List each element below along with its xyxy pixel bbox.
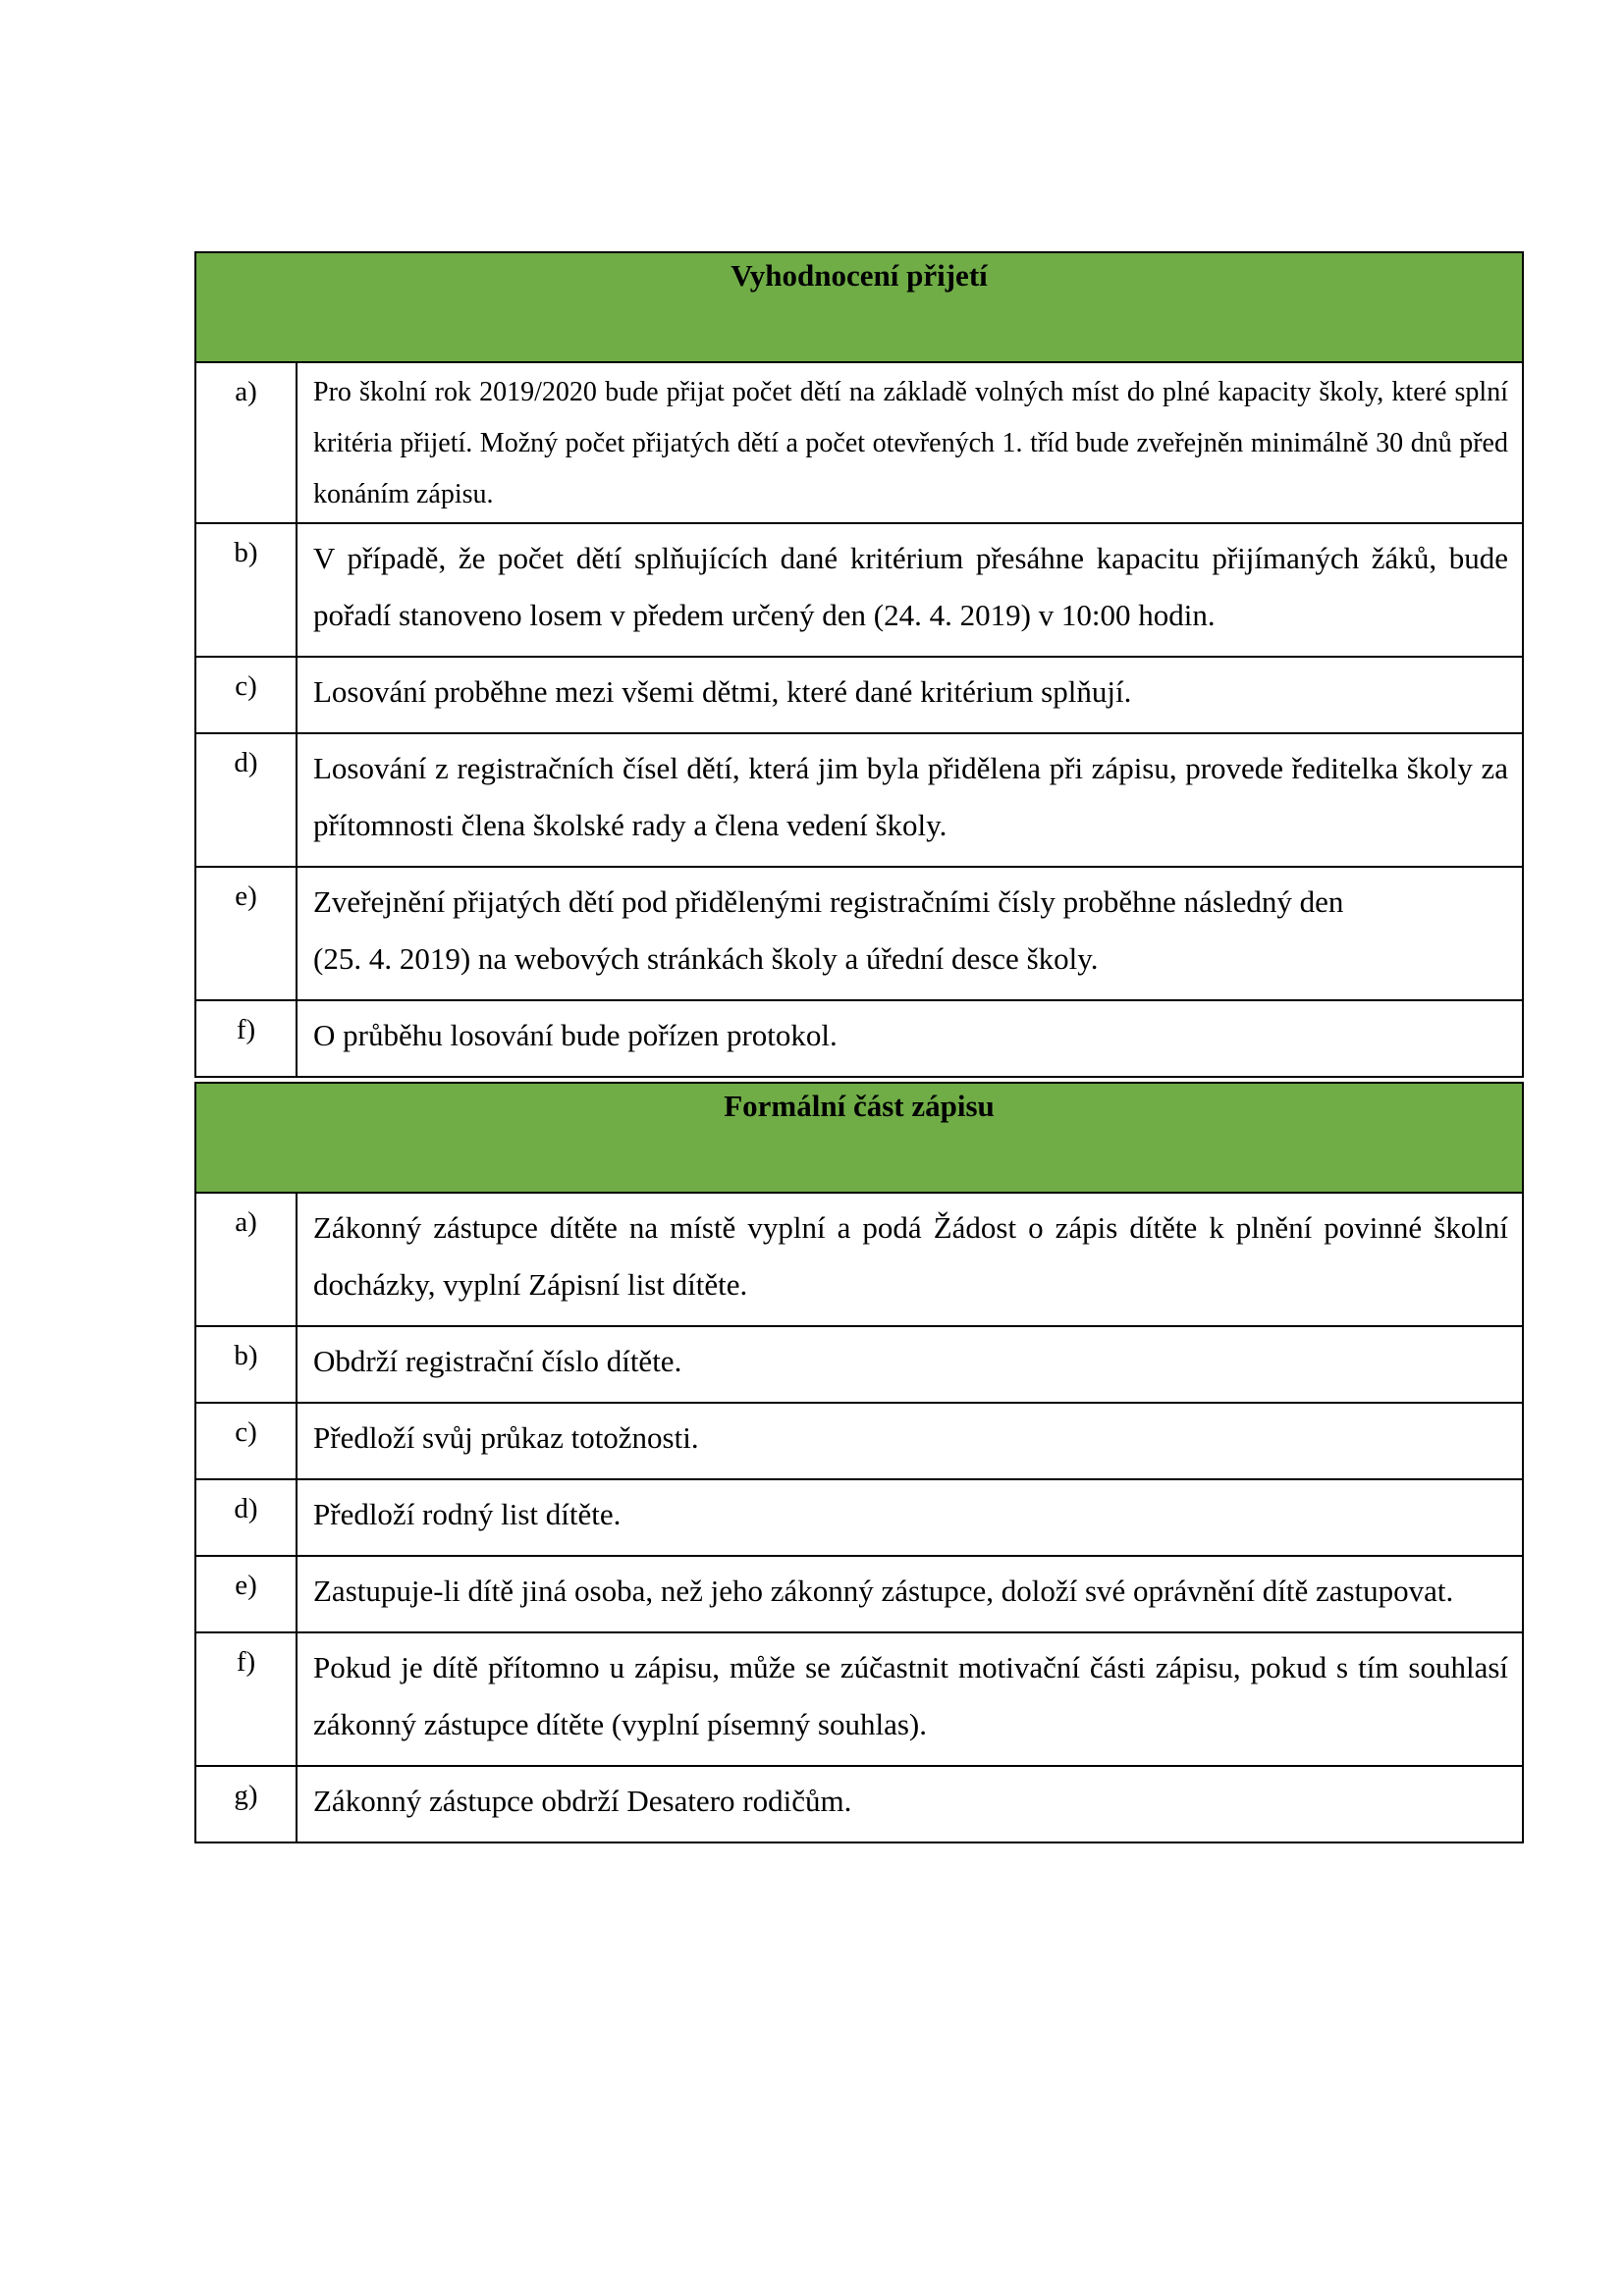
admission-evaluation-table bbox=[194, 251, 1524, 1078]
table-row bbox=[195, 1632, 1523, 1766]
row-letter: b) bbox=[195, 1326, 297, 1403]
table-row bbox=[195, 362, 1523, 523]
row-text: Obdrží registrační číslo dítěte. bbox=[297, 1326, 1523, 1403]
row-text-line: Zveřejnění přijatých dětí pod přidělenými registračními čísly proběhne následný den bbox=[313, 884, 1344, 919]
row-text: Předloží rodný list dítěte. bbox=[297, 1479, 1523, 1556]
row-text: Zastupuje-li dítě jiná osoba, než jeho zákonný zástupce, doloží své oprávnění dítě zastupovat. bbox=[297, 1556, 1523, 1632]
row-letter: c) bbox=[195, 1403, 297, 1479]
table-row bbox=[195, 1403, 1523, 1479]
row-letter: f) bbox=[195, 1000, 297, 1077]
row-text: Zákonný zástupce dítěte na místě vyplní a podá Žádost o zápis dítěte k plnění povinné školní docházky, vyplní Zápisní list dítěte. bbox=[297, 1193, 1523, 1326]
row-text bbox=[297, 867, 1523, 1000]
row-text: Losování proběhne mezi všemi dětmi, které dané kritérium splňují. bbox=[297, 657, 1523, 733]
row-letter: a) bbox=[195, 362, 297, 523]
table-row bbox=[195, 1556, 1523, 1632]
row-text: Předloží svůj průkaz totožnosti. bbox=[297, 1403, 1523, 1479]
row-text: Zákonný zástupce obdrží Desatero rodičům. bbox=[297, 1766, 1523, 1842]
row-letter: g) bbox=[195, 1766, 297, 1842]
row-letter: a) bbox=[195, 1193, 297, 1326]
table-row bbox=[195, 1000, 1523, 1077]
row-letter: b) bbox=[195, 523, 297, 657]
row-letter: e) bbox=[195, 867, 297, 1000]
formal-registration-table bbox=[194, 1082, 1524, 1843]
table-row bbox=[195, 867, 1523, 1000]
table-row bbox=[195, 523, 1523, 657]
table-row bbox=[195, 1479, 1523, 1556]
row-letter: e) bbox=[195, 1556, 297, 1632]
row-letter: f) bbox=[195, 1632, 297, 1766]
row-text: Pro školní rok 2019/2020 bude přijat počet dětí na základě volných míst do plné kapacity školy, které splní kritéria přijetí. Možný počet přijatých dětí a počet otevřených 1. tříd bude zveřejněn minimálně 30 dnů před konáním zápisu. bbox=[297, 362, 1523, 523]
row-text: O průběhu losování bude pořízen protokol. bbox=[297, 1000, 1523, 1077]
table-header-row bbox=[195, 1083, 1523, 1193]
table-row bbox=[195, 1766, 1523, 1842]
table-row bbox=[195, 657, 1523, 733]
row-letter: d) bbox=[195, 733, 297, 867]
section-title: Formální část zápisu bbox=[195, 1083, 1523, 1193]
row-text-line: (25. 4. 2019) na webových stránkách školy a úřední desce školy. bbox=[313, 941, 1099, 976]
section-title: Vyhodnocení přijetí bbox=[195, 252, 1523, 362]
row-letter: d) bbox=[195, 1479, 297, 1556]
table-row bbox=[195, 733, 1523, 867]
row-text: Losování z registračních čísel dětí, která jim byla přidělena při zápisu, provede ředitelka školy za přítomnosti člena školské rady a člena vedení školy. bbox=[297, 733, 1523, 867]
row-letter: c) bbox=[195, 657, 297, 733]
row-text: V případě, že počet dětí splňujících dané kritérium přesáhne kapacitu přijímaných žáků, bude pořadí stanoveno losem v předem určený den (24. 4. 2019) v 10:00 hodin. bbox=[297, 523, 1523, 657]
table-row bbox=[195, 1193, 1523, 1326]
table-row bbox=[195, 1326, 1523, 1403]
table-header-row bbox=[195, 252, 1523, 362]
row-text: Pokud je dítě přítomno u zápisu, může se zúčastnit motivační části zápisu, pokud s tím souhlasí zákonný zástupce dítěte (vyplní písemný souhlas). bbox=[297, 1632, 1523, 1766]
